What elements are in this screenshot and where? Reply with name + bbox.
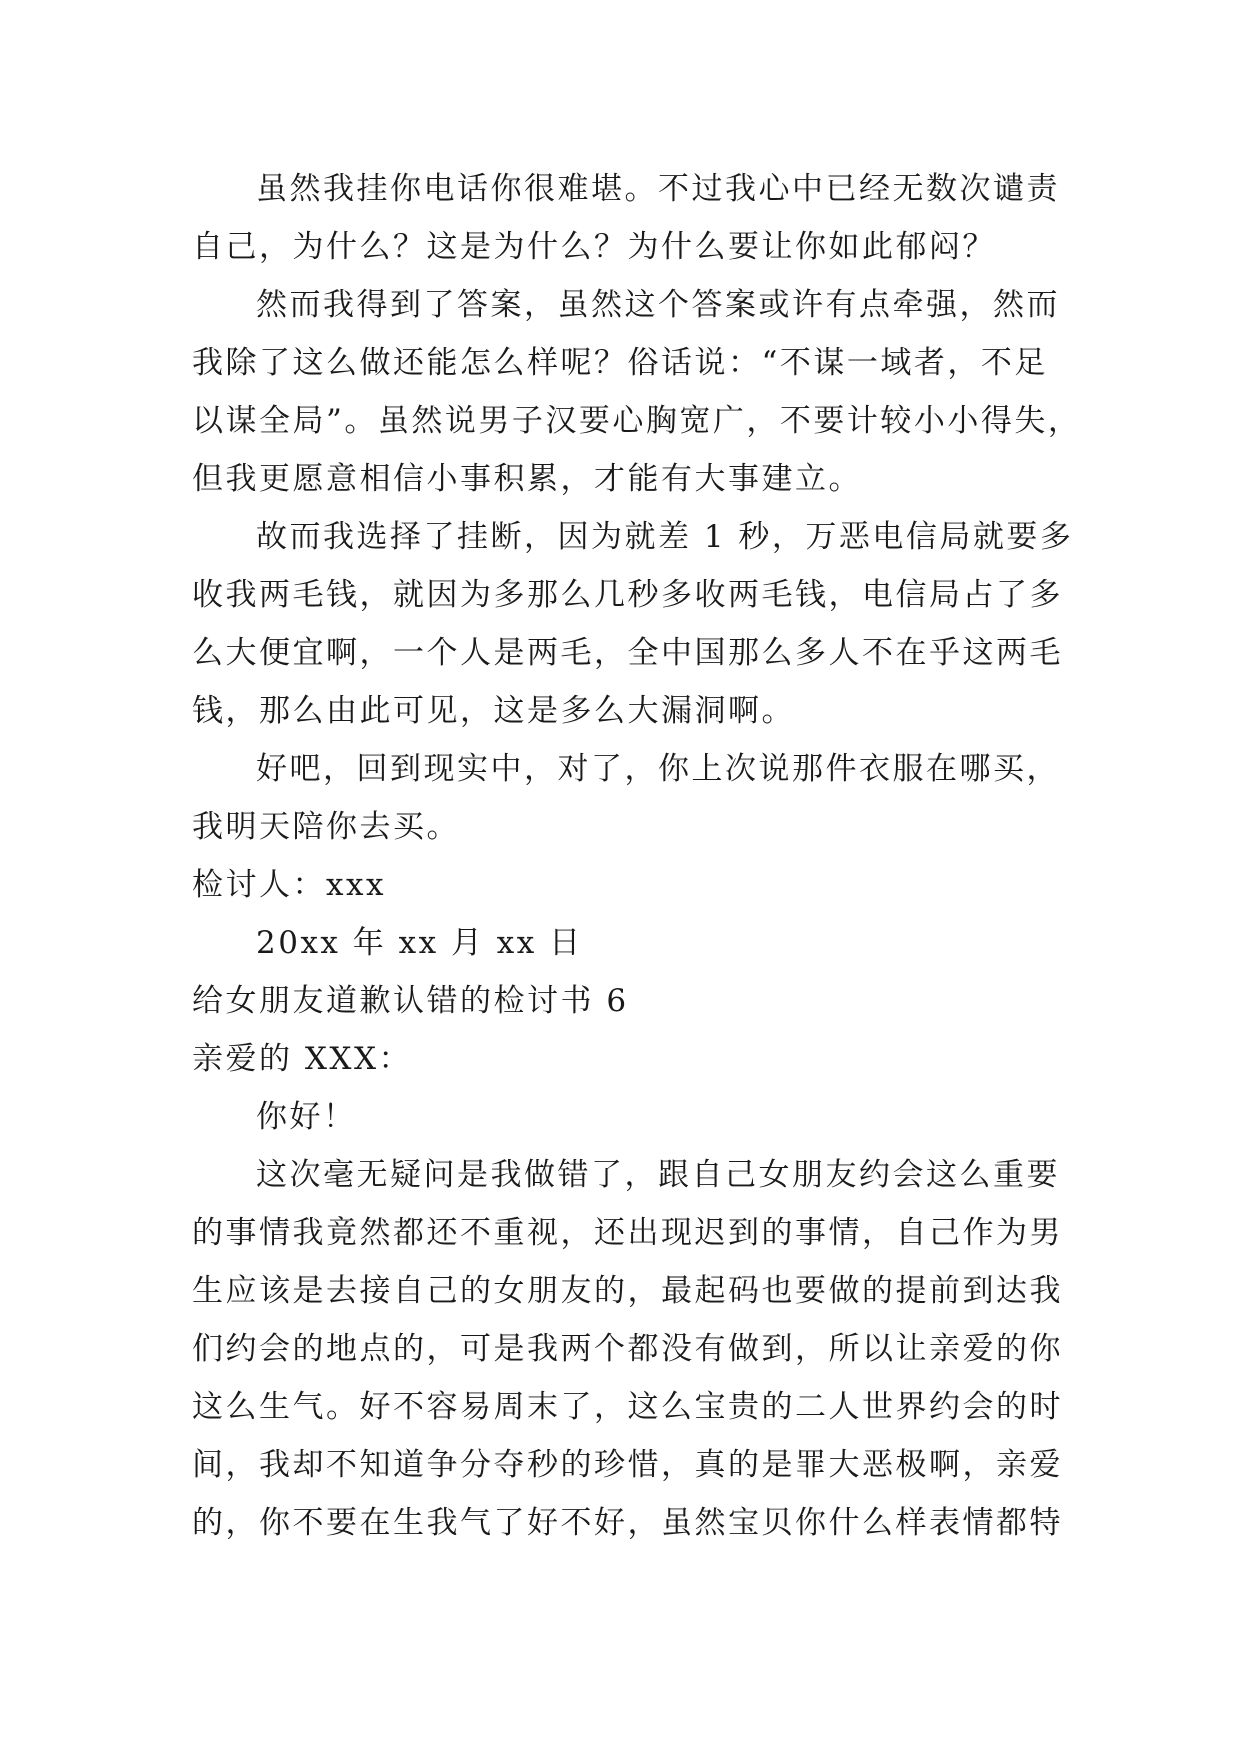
paragraph-line: 自己，为什么？这是为什么？为什么要让你如此郁闷？ <box>192 229 996 265</box>
paragraph-line: 这么生气。好不容易周末了，这么宝贵的二人世界约会的时 <box>192 1389 1063 1425</box>
paragraph-line: 以谋全局”。虽然说男子汉要心胸宽广，不要计较小小得失， <box>192 403 1082 439</box>
paragraph-line: 故而我选择了挂断，因为就差 1 秒，万恶电信局就要多 <box>256 519 1074 555</box>
salutation: 亲爱的 XXX： <box>192 1041 413 1077</box>
paragraph-line: 生应该是去接自己的女朋友的，最起码也要做的提前到达我 <box>192 1273 1063 1309</box>
document-body <box>192 160 1082 1552</box>
paragraph-line: 么大便宜啊，一个人是两毛，全中国那么多人不在乎这两毛 <box>192 635 1063 671</box>
paragraph-line: 我除了这么做还能怎么样呢？俗话说：“不谋一域者，不足 <box>192 345 1048 381</box>
paragraph-line: 这次毫无疑问是我做错了，跟自己女朋友约会这么重要 <box>256 1157 1060 1193</box>
paragraph-line: 的事情我竟然都还不重视，还出现迟到的事情，自己作为男 <box>192 1215 1063 1251</box>
paragraph-line: 的，你不要在生我气了好不好，虽然宝贝你什么样表情都特 <box>192 1505 1063 1541</box>
paragraph-line: 收我两毛钱，就因为多那么几秒多收两毛钱，电信局占了多 <box>192 577 1063 613</box>
greeting: 你好！ <box>256 1099 357 1135</box>
paragraph-line: 但我更愿意相信小事积累，才能有大事建立。 <box>192 461 862 497</box>
paragraph-line: 好吧，回到现实中，对了，你上次说那件衣服在哪买， <box>256 751 1060 787</box>
paragraph-line: 虽然我挂你电话你很难堪。不过我心中已经无数次谴责 <box>256 171 1060 207</box>
paragraph-line: 们约会的地点的，可是我两个都没有做到，所以让亲爱的你 <box>192 1331 1063 1367</box>
signature-line: 检讨人：xxx <box>192 867 386 903</box>
date-line: 20xx 年 xx 月 xx 日 <box>256 925 583 961</box>
paragraph-line: 我明天陪你去买。 <box>192 809 460 845</box>
section-title: 给女朋友道歉认错的检讨书 6 <box>192 983 629 1019</box>
paragraph-line: 钱，那么由此可见，这是多么大漏洞啊。 <box>192 693 795 729</box>
paragraph-line: 然而我得到了答案，虽然这个答案或许有点牵强，然而 <box>256 287 1060 323</box>
paragraph-line: 间，我却不知道争分夺秒的珍惜，真的是罪大恶极啊，亲爱 <box>192 1447 1063 1483</box>
